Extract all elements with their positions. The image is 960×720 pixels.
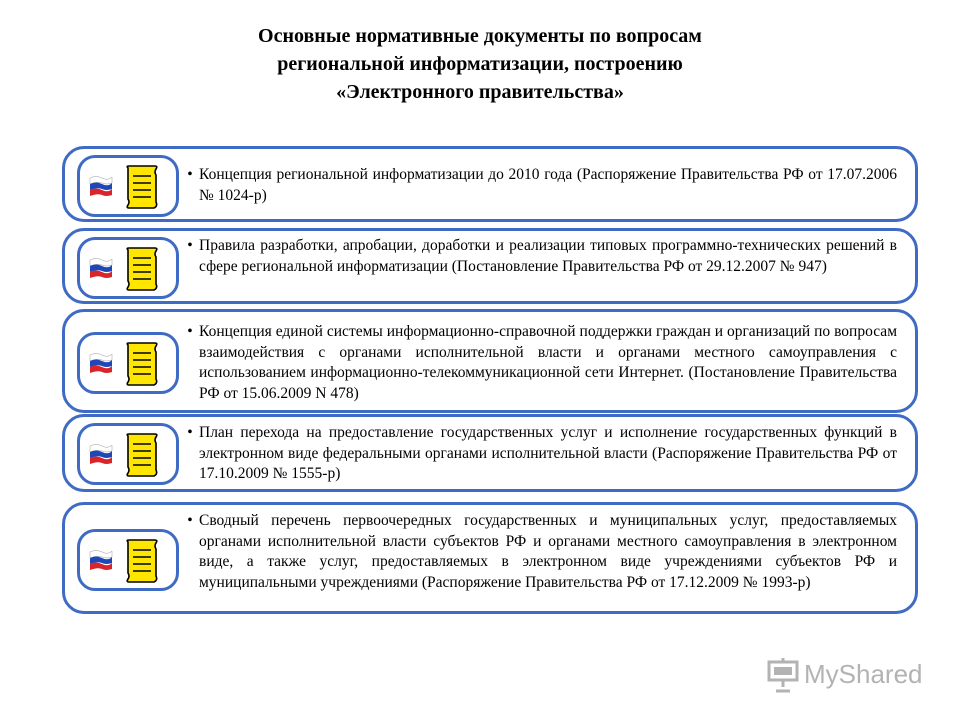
document-icon-box — [77, 155, 179, 217]
bullet-marker: • — [187, 323, 193, 340]
document-title: Концепция единой системы информационно-справочной поддержки граждан и организаций по вопросам взаимодействия с органами исполнительной власти и органами местного самоуправления с использованием информационно-телекоммуникационной сети Интернет. (Постановление Правительства РФ от 15.06.2009 N 478) — [199, 323, 897, 402]
document-scroll-icon — [124, 341, 160, 387]
document-text — [181, 511, 897, 593]
russian-flag-icon — [88, 174, 114, 198]
title-line-2: региональной информатизации, построению — [277, 53, 683, 75]
watermark-logo — [766, 655, 926, 695]
bullet-marker: • — [187, 237, 193, 254]
watermark-text: MyShared — [804, 659, 923, 689]
document-card-4 — [62, 414, 918, 492]
document-card-3 — [62, 309, 918, 413]
document-text — [181, 236, 897, 277]
document-icon-box — [77, 332, 179, 394]
russian-flag-icon — [88, 351, 114, 375]
bullet-marker: • — [187, 166, 193, 183]
document-icon-box — [77, 529, 179, 591]
bullet-marker: • — [187, 424, 193, 441]
title-line-3: «Электронного правительства» — [336, 81, 624, 103]
russian-flag-icon — [88, 548, 114, 572]
bullet-marker: • — [187, 512, 193, 529]
title-line-1: Основные нормативные документы по вопросам — [258, 25, 702, 47]
document-scroll-icon — [124, 538, 160, 584]
document-card-1 — [62, 146, 918, 222]
russian-flag-icon — [88, 442, 114, 466]
document-text — [181, 423, 897, 485]
page-title — [0, 22, 960, 106]
document-title: Концепция региональной информатизации до 2010 года (Распоряжение Правительства РФ от 17.07.2006 № 1024-р) — [199, 166, 897, 204]
document-card-2 — [62, 228, 918, 304]
document-card-5 — [62, 502, 918, 614]
document-title: План перехода на предоставление государственных услуг и исполнение государственных функций в электронном виде федеральными органами исполнительной власти (Распоряжение Правительства РФ от 17.10.2009 № 1555-р) — [199, 424, 897, 482]
document-scroll-icon — [124, 432, 160, 478]
document-scroll-icon — [124, 164, 160, 210]
document-title: Правила разработки, апробации, доработки и реализации типовых программно-технических решений в сфере региональной информатизации (Постановление Правительства РФ от 29.12.2007 № 947) — [199, 237, 897, 275]
presentation-board-icon — [766, 657, 800, 693]
document-icon-box — [77, 237, 179, 299]
document-text — [181, 322, 897, 404]
document-title: Сводный перечень первоочередных государственных и муниципальных услуг, предоставляемых органами исполнительной власти субъектов РФ и органами местного самоуправления в электронном виде, а также услуг, предоставляемых в электронном виде учреждениями субъектов РФ и муниципальными учреждениями (Распоряжение Правительства РФ от 17.12.2009 № 1993-р) — [199, 512, 897, 591]
document-icon-box — [77, 423, 179, 485]
document-text — [181, 165, 897, 206]
document-scroll-icon — [124, 246, 160, 292]
russian-flag-icon — [88, 256, 114, 280]
